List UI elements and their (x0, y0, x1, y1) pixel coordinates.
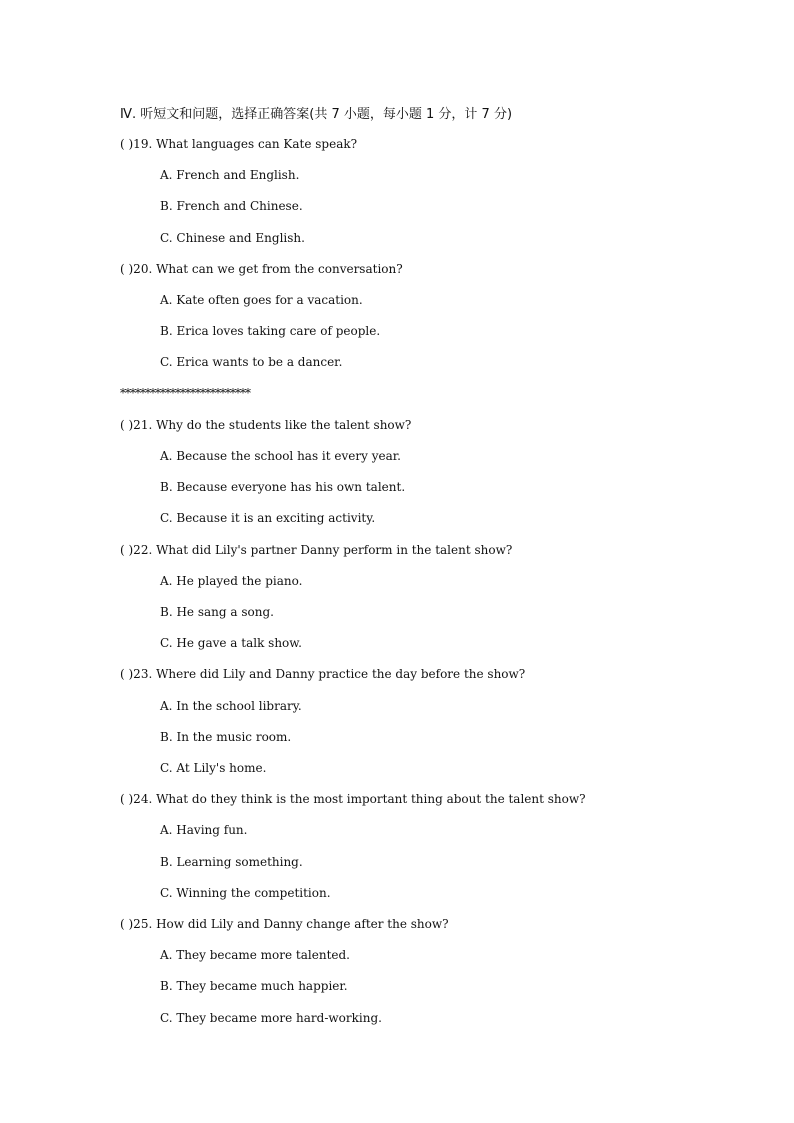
question-text: ( )23. Where did Lily and Danny practice the day before the show? (120, 667, 526, 681)
section-divider: ************************** (120, 386, 250, 400)
question-text: ( )25. How did Lily and Danny change after the show? (120, 917, 449, 931)
option-a: A. Because the school has it every year. (160, 449, 401, 463)
question-text: ( )24. What do they think is the most important thing about the talent show? (120, 792, 586, 806)
option-b: B. They became much happier. (160, 979, 348, 993)
option-c: C. Chinese and English. (160, 231, 305, 245)
option-c: C. Because it is an exciting activity. (160, 511, 376, 525)
option-b: B. He sang a song. (160, 605, 274, 619)
question-text: ( )20. What can we get from the conversation? (120, 262, 403, 276)
option-c: C. They became more hard-working. (160, 1011, 382, 1025)
option-c: C. At Lily's home. (160, 761, 267, 775)
option-b: B. Learning something. (160, 855, 303, 869)
option-c: C. Erica wants to be a dancer. (160, 355, 343, 369)
question-text: ( )19. What languages can Kate speak? (120, 137, 358, 151)
option-a: A. In the school library. (160, 699, 302, 713)
option-c: C. Winning the competition. (160, 886, 331, 900)
option-a: A. Kate often goes for a vacation. (160, 293, 363, 307)
option-a: A. He played the piano. (160, 574, 303, 588)
section-title: Ⅳ. 听短文和问题，选择正确答案(共 7 小题，每小题 1 分，计 7 分) (120, 107, 513, 122)
option-a: A. Having fun. (160, 823, 248, 837)
option-b: B. French and Chinese. (160, 199, 303, 213)
option-b: B. Erica loves taking care of people. (160, 324, 381, 338)
question-text: ( )22. What did Lily's partner Danny perform in the talent show? (120, 543, 513, 557)
question-text: ( )21. Why do the students like the talent show? (120, 418, 412, 432)
option-a: A. French and English. (160, 168, 300, 182)
option-b: B. In the music room. (160, 730, 292, 744)
option-c: C. He gave a talk show. (160, 636, 302, 650)
option-a: A. They became more talented. (160, 948, 350, 962)
option-b: B. Because everyone has his own talent. (160, 480, 406, 494)
